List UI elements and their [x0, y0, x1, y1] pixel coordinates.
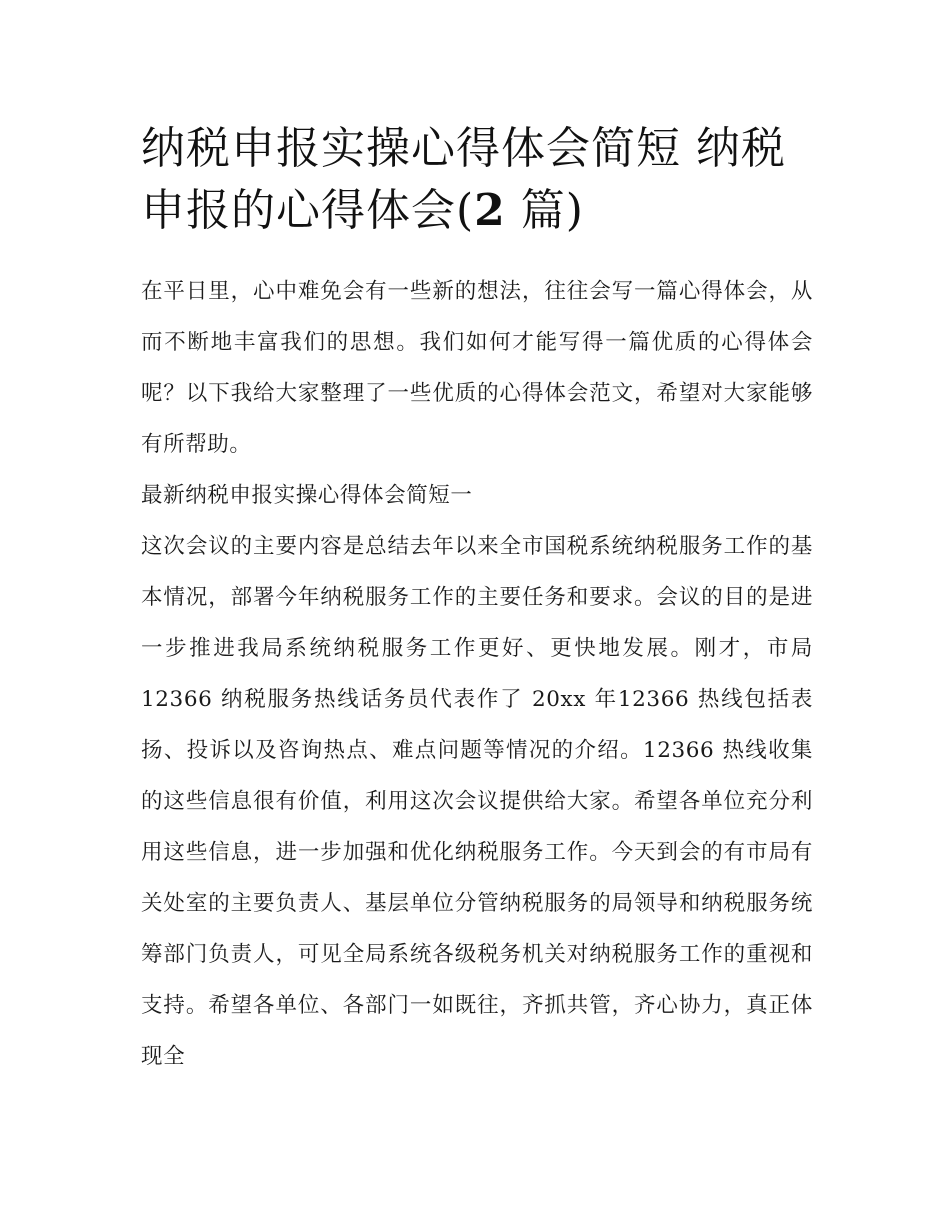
document-title: [141, 118, 813, 242]
body-paragraph: 这次会议的主要内容是总结去年以来全市国税系统纳税服务工作的基本情况，部署今年纳税服务工作的主要任务和要求。会议的目的是进一步推进我局系统纳税服务工作更好、更快地发展。刚才，市局 12366 纳税服务热线话务员代表作了 20xx 年12366 热线包括表扬、投诉以及咨询热点、难点问题等情况的介绍。12366 热线收集的这些信息很有价值，利用这次会议提供给大家。希望各单位充分利用这些信息，进一步加强和优化纳税服务工作。今天到会的有市局有关处室的主要负责人、基层单位分管纳税服务的局领导和纳税服务统筹部门负责人，可见全局系统各级税务机关对纳税服务工作的重视和支持。希望各单位、各部门一如既往，齐抓共管，齐心协力，真正体现全: [141, 534, 813, 1069]
title-text-part2: 篇): [505, 185, 584, 236]
intro-paragraph: 在平日里，心中难免会有一些新的想法，往往会写一篇心得体会，从而不断地丰富我们的思想。我们如何才能写得一篇优质的心得体会呢？以下我给大家整理了一些优质的心得体会范文，希望对大家能够有所帮助。: [141, 279, 813, 457]
title-number: 2: [474, 185, 506, 236]
document-body: [141, 266, 813, 1082]
document-page: [141, 118, 813, 1082]
section-heading: 最新纳税申报实操心得体会简短一: [141, 483, 473, 508]
title-text-part1: 纳税申报实操心得体会简短 纳税申报的心得体会(: [141, 123, 786, 236]
